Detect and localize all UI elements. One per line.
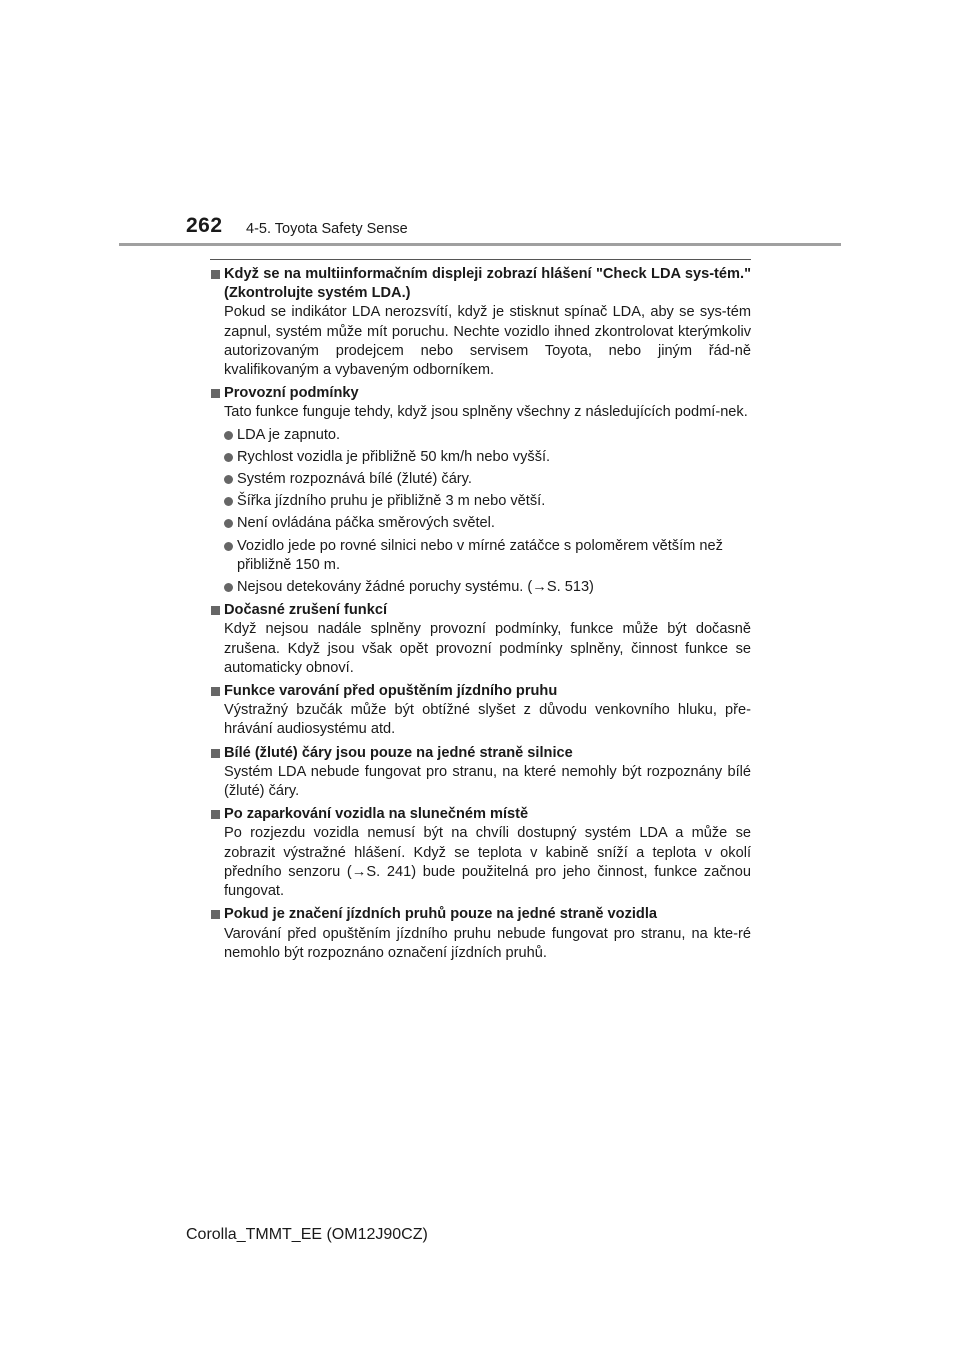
circle-bullet-icon	[224, 431, 233, 440]
square-bullet-icon	[211, 910, 220, 919]
section-heading	[210, 805, 751, 824]
section-heading	[210, 384, 751, 403]
square-bullet-icon	[211, 810, 220, 819]
list-item	[210, 426, 751, 445]
section-heading-text: Dočasné zrušení funkcí	[224, 602, 388, 619]
square-bullet-icon	[211, 389, 220, 398]
section-heading-text: Když se na multiinformačním displeji zobrazí hlášení "Check LDA sys-tém." (Zkontrolujte systém LDA.)	[224, 266, 751, 302]
section-heading-text: Provozní podmínky	[224, 385, 359, 402]
section-heading	[210, 265, 751, 303]
chapter-title: 4-5. Toyota Safety Sense	[246, 221, 408, 237]
section-operating-conditions	[210, 384, 751, 597]
section-heading	[210, 905, 751, 924]
page-content	[210, 265, 751, 967]
list-item	[210, 537, 751, 575]
page-number: 262	[186, 214, 223, 237]
list-item-text: Vozidlo jede po rovné silnici nebo v mírné zatáčce s poloměrem větším než přibližně 150 m.	[237, 537, 723, 573]
section-sunny-parking	[210, 805, 751, 901]
circle-bullet-icon	[224, 475, 233, 484]
section-body: Když nejsou nadále splněny provozní podmínky, funkce může být dočasně zrušena. Když jsou však opět provozní podmínky splněny, činnost funkce se automaticky obnoví.	[224, 621, 751, 676]
section-body: Tato funkce funguje tehdy, když jsou splněny všechny z následujících podmí-nek.	[224, 404, 748, 421]
section-check-lda	[210, 265, 751, 380]
section-temporary-cancel	[210, 601, 751, 678]
circle-bullet-icon	[224, 583, 233, 592]
list-item	[210, 514, 751, 533]
section-markings-one-side-vehicle	[210, 905, 751, 963]
square-bullet-icon	[211, 749, 220, 758]
section-divider	[210, 259, 751, 260]
list-item	[210, 470, 751, 489]
list-item	[210, 578, 751, 597]
list-item	[210, 492, 751, 511]
header-divider	[119, 243, 841, 246]
footer-model-code: Corolla_TMMT_EE (OM12J90CZ)	[186, 1226, 428, 1243]
section-heading-text: Bílé (žluté) čáry jsou pouze na jedné straně silnice	[224, 744, 573, 761]
square-bullet-icon	[211, 606, 220, 615]
section-body: Po rozjezdu vozidla nemusí být na chvíli dostupný systém LDA a může se zobrazit výstražné hlášení. Když se teplota v kabině sníží a teplota v okolí předního senzoru (→S. 241) bude použitelná pro jeho činnost, funkce začnou fungovat.	[224, 825, 751, 900]
section-body: Varování před opuštěním jízdního pruhu nebude fungovat pro stranu, na kte-ré nemohlo být rozpoznáno označení jízdních pruhů.	[224, 925, 751, 961]
circle-bullet-icon	[224, 542, 233, 551]
section-body: Systém LDA nebude fungovat pro stranu, na které nemohly být rozpoznány bílé (žluté) čáry.	[224, 763, 751, 800]
list-item-text: LDA je zapnuto.	[237, 426, 341, 443]
square-bullet-icon	[211, 687, 220, 696]
section-heading	[210, 682, 751, 701]
list-item	[210, 448, 751, 467]
section-heading	[210, 744, 751, 763]
condition-list	[210, 426, 751, 598]
circle-bullet-icon	[224, 453, 233, 462]
circle-bullet-icon	[224, 519, 233, 528]
section-heading-text: Po zaparkování vozidla na slunečném místě	[224, 806, 529, 823]
list-item-text: Rychlost vozidla je přibližně 50 km/h nebo vyšší.	[237, 448, 551, 465]
section-heading	[210, 601, 751, 620]
section-body: Výstražný bzučák může být obtížné slyšet z důvodu venkovního hluku, pře-hrávání audiosystému atd.	[224, 702, 751, 738]
circle-bullet-icon	[224, 497, 233, 506]
list-item-text: Systém rozpoznává bílé (žluté) čáry.	[237, 471, 472, 488]
list-item-text: Není ovládána páčka směrových světel.	[237, 515, 495, 532]
section-lane-departure-warning	[210, 682, 751, 740]
section-body: Pokud se indikátor LDA nerozsvítí, když je stisknut spínač LDA, aby se sys-tém zapnul, systém může mít poruchu. Nechte vozidlo ihned zkontrolovat kterýmkoliv autorizovaným prodejcem nebo servisem Toyota, nebo jiným řád-ně kvalifikovaným a vybaveným odborníkem.	[224, 304, 751, 379]
list-item-text: Nejsou detekovány žádné poruchy systému. (→S. 513)	[237, 579, 594, 596]
list-item-text: Šířka jízdního pruhu je přibližně 3 m nebo větší.	[237, 493, 546, 510]
square-bullet-icon	[211, 270, 220, 279]
section-heading-text: Funkce varování před opuštěním jízdního pruhu	[224, 683, 558, 700]
section-heading-text: Pokud je značení jízdních pruhů pouze na jedné straně vozidla	[224, 906, 658, 923]
section-lines-one-side-road	[210, 744, 751, 802]
